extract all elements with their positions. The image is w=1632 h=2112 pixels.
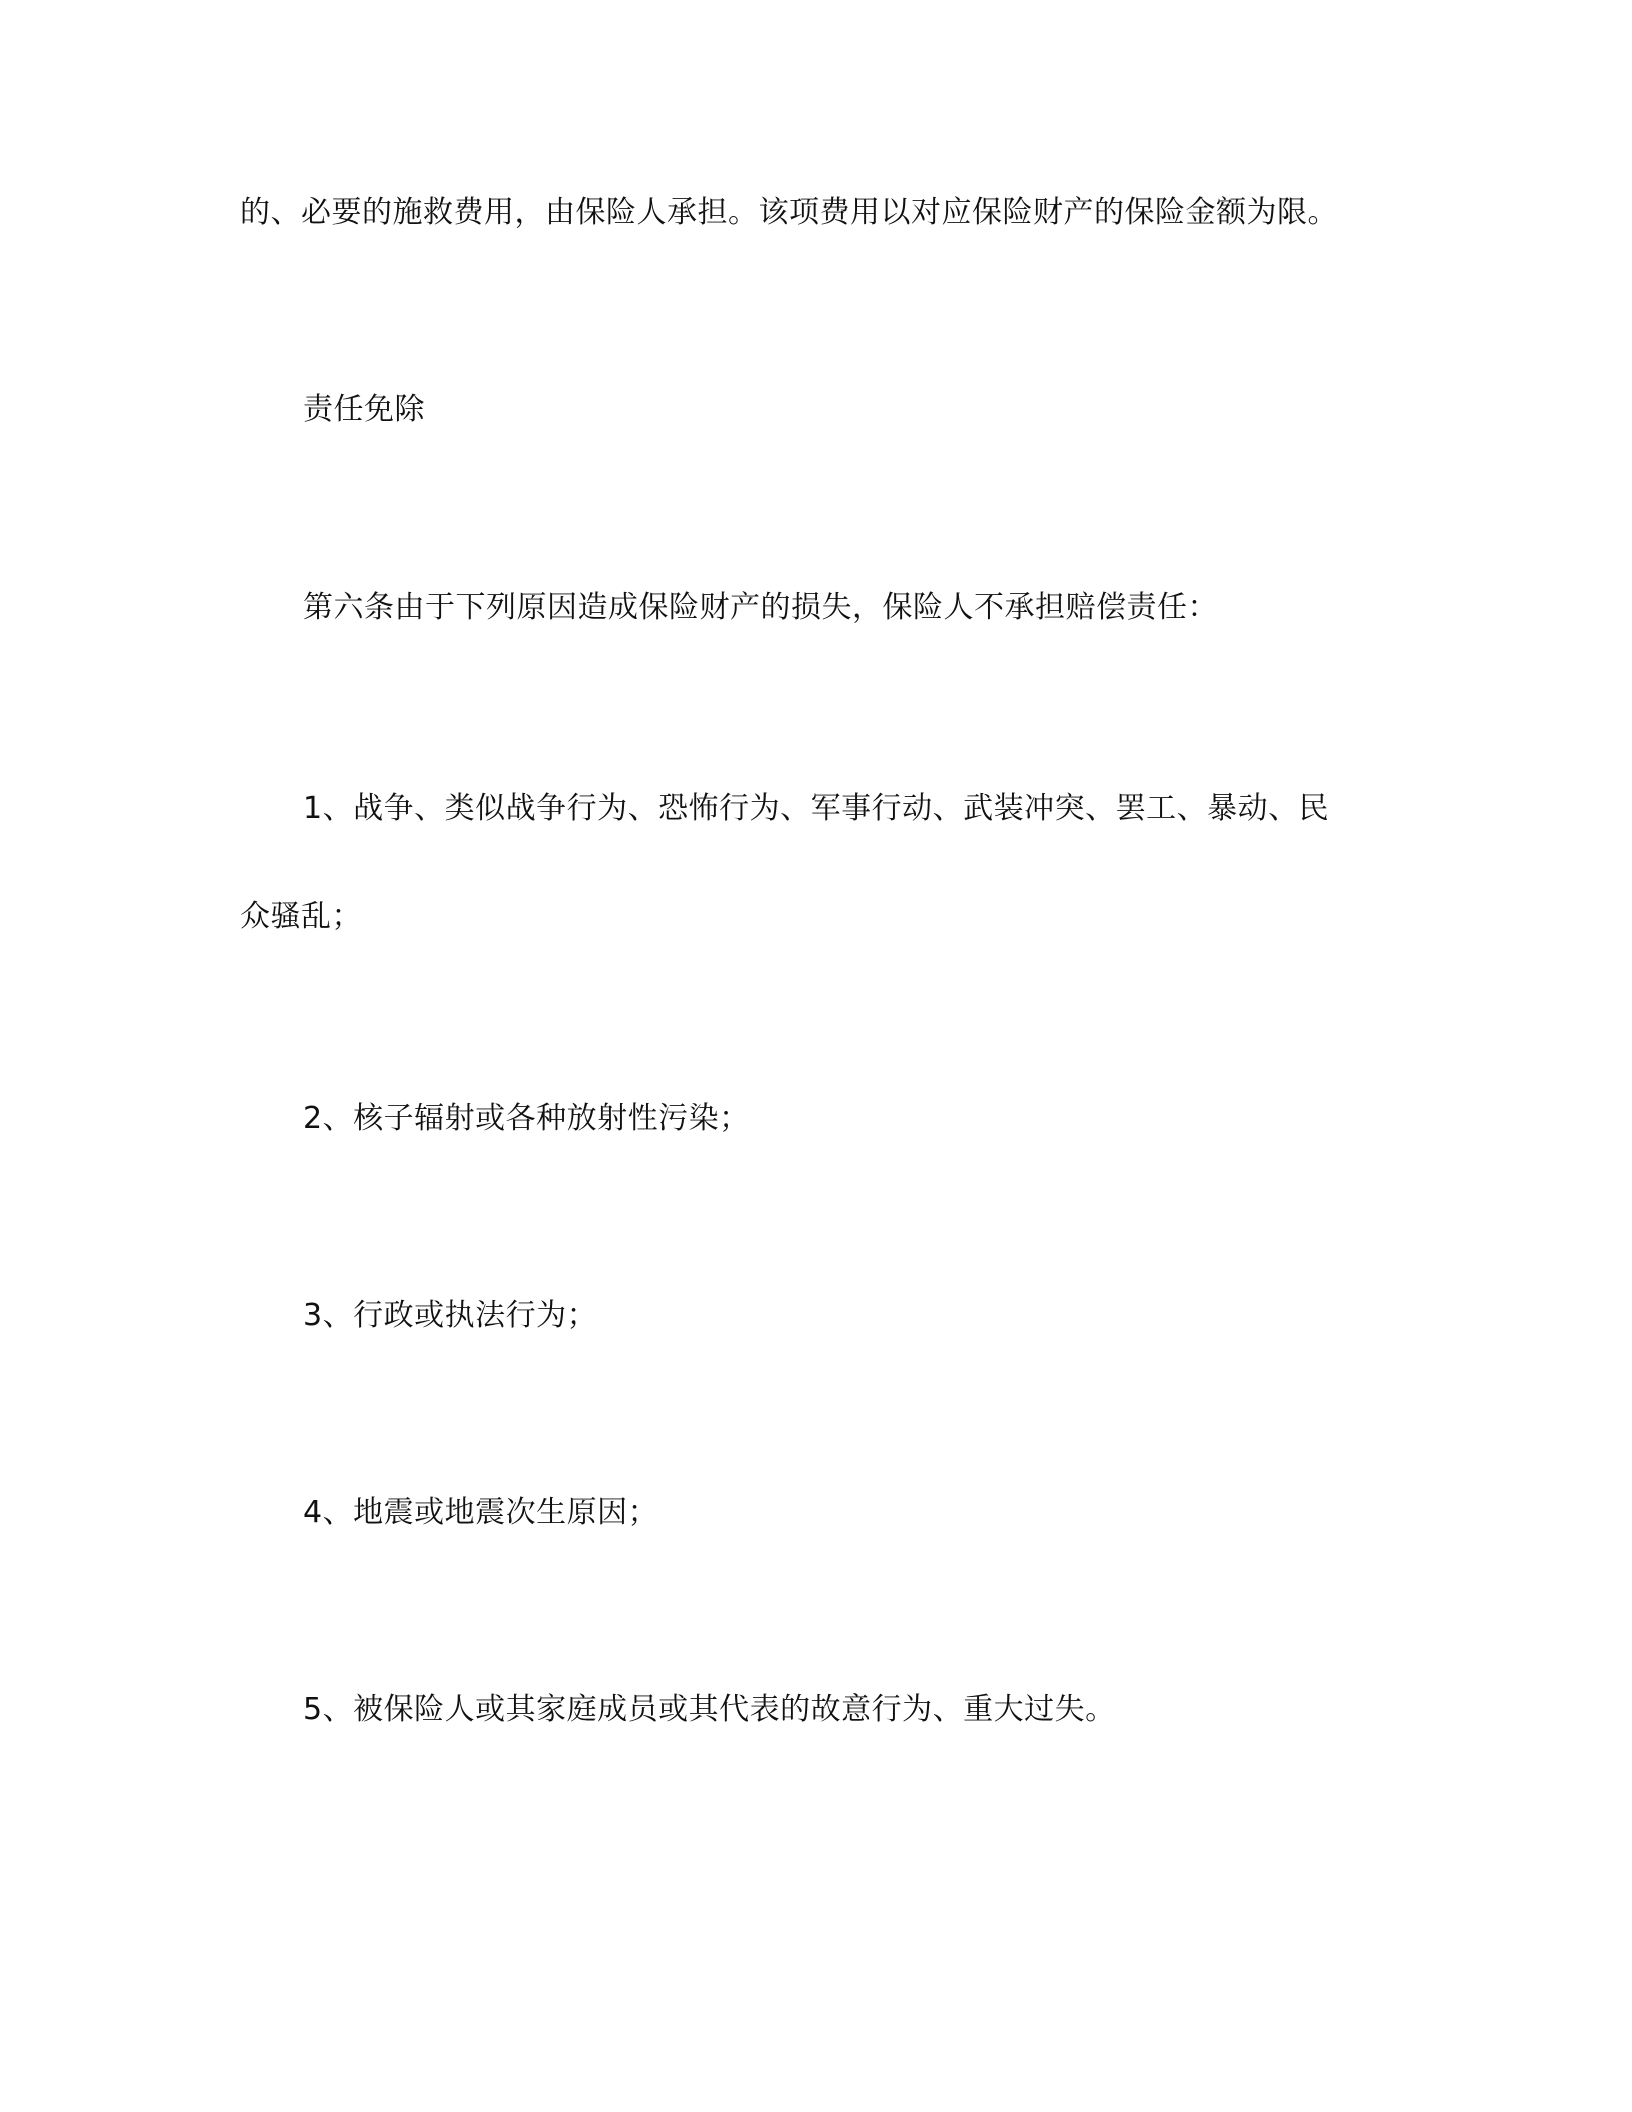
exclusion-item-2: 2、核子辐射或各种放射性污染； bbox=[303, 1101, 750, 1136]
article-six-intro: 第六条由于下列原因造成保险财产的损失，保险人不承担赔偿责任： bbox=[303, 590, 1218, 625]
exclusion-item-4: 4、地震或地震次生原因； bbox=[303, 1495, 659, 1530]
exclusion-item-1: 1、战争、类似战争行为、恐怖行为、军事行动、武装冲突、罢工、暴动、民 bbox=[303, 791, 1330, 826]
exclusion-item-1-continuation: 众骚乱； bbox=[240, 899, 362, 934]
exclusion-item-3: 3、行政或执法行为； bbox=[303, 1298, 598, 1333]
exclusion-item-5: 5、被保险人或其家庭成员或其代表的故意行为、重大过失。 bbox=[303, 1692, 1116, 1727]
section-heading-liability-exclusion: 责任免除 bbox=[303, 392, 425, 427]
paragraph-continuation: 的、必要的施救费用，由保险人承担。该项费用以对应保险财产的保险金额为限。 bbox=[240, 195, 1338, 230]
